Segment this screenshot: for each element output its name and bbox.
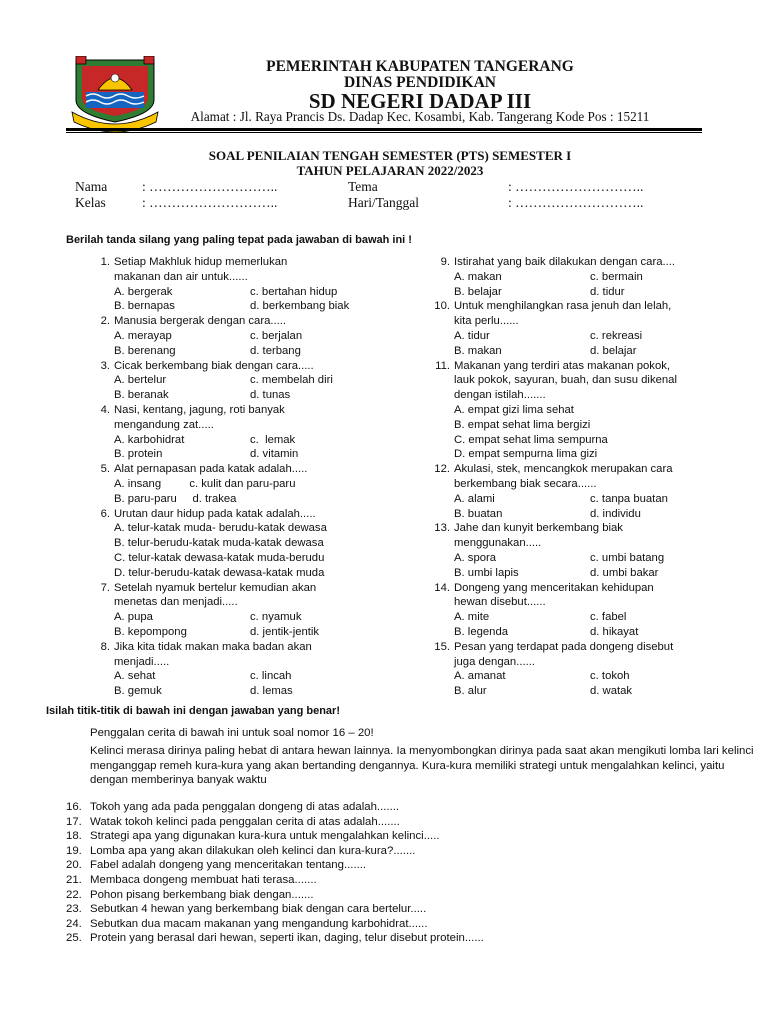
- answer-option[interactable]: A. insang c. kulit dan paru-paru: [114, 477, 296, 490]
- answer-options: [454, 270, 760, 300]
- header-school-name: SD NEGERI DADAP III: [308, 89, 532, 113]
- question-text: [454, 299, 744, 329]
- question-text: [454, 462, 744, 492]
- question-text: [114, 640, 404, 670]
- question-line: juga dengan......: [454, 655, 536, 668]
- question-item: [90, 255, 420, 314]
- question-text: [114, 403, 404, 433]
- answer-option[interactable]: A. sehat: [114, 670, 156, 683]
- answer-option[interactable]: A. telur-katak muda- berudu-katak dewasa: [114, 522, 327, 535]
- essay-question-number: 17.: [66, 815, 82, 828]
- question-item: [430, 640, 760, 699]
- passage-intro: Penggalan cerita di bawah ini untuk soal nomor 16 – 20!: [90, 727, 374, 739]
- exam-year: TAHUN PELAJARAN 2022/2023: [296, 163, 484, 178]
- question-item: [90, 359, 420, 403]
- question-item: [90, 640, 420, 699]
- kelas-label: Kelas: [75, 195, 106, 210]
- question-number: 10.: [434, 300, 450, 313]
- question-item: [90, 507, 420, 581]
- answer-option[interactable]: B. belajar: [454, 285, 502, 298]
- answer-option[interactable]: A. karbohidrat: [114, 433, 185, 446]
- question-number: 15.: [434, 640, 450, 653]
- question-line: Setelah nyamuk bertelur kemudian akan: [114, 581, 317, 594]
- question-line: Manusia bergerak dengan cara.....: [114, 315, 287, 328]
- kelas-blank-field[interactable]: : ………………………..: [142, 195, 278, 210]
- answer-option[interactable]: c. nyamuk: [250, 611, 302, 624]
- multiple-choice-left-column: [90, 255, 420, 699]
- question-number: 3.: [100, 359, 110, 372]
- answer-options: [114, 285, 420, 315]
- answer-option[interactable]: c. rekreasi: [590, 329, 643, 342]
- answer-option[interactable]: A. bergerak: [114, 285, 173, 298]
- question-item: [430, 581, 760, 640]
- question-text: [454, 359, 744, 403]
- essay-question-text: Sebutkan 4 hewan yang berkembang biak dengan cara bertelur.....: [90, 903, 427, 916]
- answer-option[interactable]: c. membelah diri: [250, 374, 333, 387]
- answer-option[interactable]: d. tidur: [590, 285, 625, 298]
- answer-options: [454, 329, 760, 359]
- answer-option[interactable]: B. makan: [454, 344, 502, 357]
- question-line: hewan disebut......: [454, 596, 546, 609]
- hari-tanggal-blank-field[interactable]: : ………………………..: [508, 195, 644, 210]
- answer-option[interactable]: B. beranak: [114, 389, 169, 402]
- question-line: mengandung zat.....: [114, 418, 214, 431]
- essay-question: [66, 917, 746, 932]
- question-number: 2.: [100, 315, 110, 328]
- question-line: berkembang biak secara......: [454, 477, 597, 490]
- question-number: 14.: [434, 581, 450, 594]
- answer-option[interactable]: D. telur-berudu-katak dewasa-katak muda: [114, 566, 325, 579]
- question-line: Dongeng yang menceritakan kehidupan: [454, 581, 654, 594]
- answer-option[interactable]: A. alami: [454, 492, 495, 505]
- answer-option[interactable]: d. berkembang biak: [250, 300, 350, 313]
- exam-title: SOAL PENILAIAN TENGAH SEMESTER (PTS) SEMESTER I: [208, 148, 572, 163]
- regency-emblem-logo: [70, 56, 160, 132]
- essay-question-number: 20.: [66, 859, 82, 872]
- answer-option[interactable]: B. buatan: [454, 507, 503, 520]
- essay-question-list: [66, 800, 746, 946]
- tema-label: Tema: [348, 179, 378, 194]
- answer-option[interactable]: A. merayap: [114, 329, 172, 342]
- answer-options: [114, 373, 420, 403]
- section2-instruction: Isilah titik-titik di bawah ini dengan jawaban yang benar!: [46, 705, 340, 717]
- essay-question: [66, 829, 746, 844]
- answer-option[interactable]: A. bertelur: [114, 374, 167, 387]
- question-item: [430, 255, 760, 299]
- question-line: Jahe dan kunyit berkembang biak: [454, 522, 623, 535]
- answer-option[interactable]: d. hikayat: [590, 625, 639, 638]
- essay-question-text: Pohon pisang berkembang biak dengan.......: [90, 888, 314, 901]
- essay-question-text: Fabel adalah dongeng yang menceritakan tentang.......: [90, 859, 367, 872]
- essay-question-text: Tokoh yang ada pada penggalan dongeng di atas adalah.......: [90, 801, 400, 813]
- answer-options: [114, 433, 420, 463]
- question-text: [454, 581, 744, 611]
- question-number: 1.: [100, 256, 110, 268]
- question-line: menggunakan.....: [454, 537, 542, 550]
- answer-option[interactable]: c. tokoh: [590, 670, 630, 683]
- question-number: 12.: [434, 463, 450, 476]
- question-line: dengan istilah.......: [454, 389, 546, 402]
- answer-option[interactable]: A. amanat: [454, 670, 506, 683]
- answer-options: [454, 492, 760, 522]
- answer-option[interactable]: A. empat gizi lima sehat: [454, 403, 574, 416]
- question-text: [114, 581, 404, 611]
- essay-question-number: 18.: [66, 830, 82, 843]
- question-line: lauk pokok, sayuran, buah, dan susu dikenal: [454, 374, 677, 387]
- essay-question: [66, 931, 746, 946]
- question-text: [454, 640, 744, 670]
- question-line: makanan dan air untuk......: [114, 270, 248, 283]
- hari-tanggal-label: Hari/Tanggal: [348, 195, 420, 210]
- question-number: 7.: [100, 581, 110, 594]
- section1-instruction: Berilah tanda silang yang paling tepat pada jawaban di bawah ini !: [66, 234, 412, 246]
- answer-option[interactable]: B. paru-paru d. trakea: [114, 492, 237, 505]
- question-item: [430, 359, 760, 463]
- question-line: Istirahat yang baik dilakukan dengan cara....: [454, 256, 676, 268]
- question-item: [90, 581, 420, 640]
- question-line: Setiap Makhluk hidup memerlukan: [114, 256, 288, 268]
- question-text: [454, 521, 744, 551]
- answer-option[interactable]: c. lemak: [250, 433, 296, 446]
- question-number: 6.: [100, 507, 110, 520]
- answer-option[interactable]: A. tidur: [454, 329, 490, 342]
- answer-option[interactable]: c. berjalan: [250, 329, 303, 342]
- question-line: Urutan daur hidup pada katak adalah.....: [114, 507, 316, 520]
- answer-options: [114, 669, 420, 699]
- answer-option[interactable]: B. kepompong: [114, 625, 187, 638]
- essay-question-number: 25.: [66, 932, 82, 945]
- answer-option[interactable]: B. alur: [454, 685, 487, 698]
- answer-option[interactable]: d. individu: [590, 507, 641, 520]
- answer-option[interactable]: d. tunas: [250, 389, 291, 402]
- essay-question: [66, 800, 746, 815]
- answer-option[interactable]: C. empat sehat lima sempurna: [454, 433, 608, 446]
- answer-option[interactable]: c. fabel: [590, 611, 627, 624]
- question-line: Pesan yang terdapat pada dongeng disebut: [454, 640, 674, 653]
- question-number: 4.: [100, 403, 110, 416]
- answer-option[interactable]: B. gemuk: [114, 685, 162, 698]
- question-number: 5.: [100, 463, 110, 476]
- question-number: 8.: [100, 640, 110, 653]
- answer-option[interactable]: d. terbang: [250, 344, 301, 357]
- essay-question: [66, 888, 746, 903]
- answer-options: [454, 669, 760, 699]
- answer-options: [114, 477, 420, 507]
- essay-question-text: Watak tokoh kelinci pada penggalan cerita di atas adalah.......: [90, 815, 400, 828]
- answer-option[interactable]: d. jentik-jentik: [250, 625, 320, 638]
- answer-option[interactable]: c. lincah: [250, 670, 292, 683]
- answer-option[interactable]: c. tanpa buatan: [590, 492, 668, 505]
- answer-options: [114, 610, 420, 640]
- essay-question-number: 19.: [66, 844, 82, 857]
- answer-option[interactable]: B. legenda: [454, 625, 509, 638]
- tema-blank-field[interactable]: : ………………………..: [508, 179, 644, 194]
- answer-options: [114, 329, 420, 359]
- header-address: Alamat : Jl. Raya Prancis Ds. Dadap Kec. Kosambi, Kab. Tangerang Kode Pos : 15211: [190, 109, 650, 124]
- answer-options: [454, 551, 760, 581]
- question-line: Nasi, kentang, jagung, roti banyak: [114, 403, 285, 416]
- question-item: [90, 462, 420, 506]
- essay-question-text: Sebutkan dua macam makanan yang mengandung karbohidrat......: [90, 917, 428, 930]
- question-line: Jika kita tidak makan maka badan akan: [114, 640, 312, 653]
- answer-option[interactable]: d. vitamin: [250, 448, 299, 461]
- answer-option[interactable]: A. makan: [454, 270, 502, 283]
- answer-option[interactable]: d. lemas: [250, 685, 293, 698]
- essay-question-text: Strategi apa yang digunakan kura-kura untuk mengalahkan kelinci.....: [90, 830, 440, 843]
- question-text: [114, 255, 404, 285]
- question-item: [430, 462, 760, 521]
- question-text: [114, 462, 404, 477]
- essay-question-number: 22.: [66, 888, 82, 901]
- question-line: Alat pernapasan pada katak adalah.....: [114, 463, 308, 476]
- answer-option[interactable]: d. watak: [590, 685, 633, 698]
- header-government-line: PEMERINTAH KABUPATEN TANGERANG: [266, 58, 574, 75]
- answer-option[interactable]: c. bermain: [590, 270, 643, 283]
- multiple-choice-right-column: [430, 255, 760, 699]
- answer-option[interactable]: c. bertahan hidup: [250, 285, 338, 298]
- nama-label: Nama: [75, 179, 108, 194]
- essay-question-number: 24.: [66, 917, 82, 930]
- question-number: 9.: [440, 256, 450, 268]
- essay-question-text: Lomba apa yang akan dilakukan oleh kelinci dan kura-kura?.......: [90, 844, 416, 857]
- answer-option[interactable]: c. umbi batang: [590, 551, 665, 564]
- answer-options: [114, 521, 420, 580]
- question-text: [454, 255, 744, 270]
- question-line: menetas dan menjadi.....: [114, 596, 238, 609]
- nama-blank-field[interactable]: : ………………………..: [142, 179, 278, 194]
- question-line: Cicak berkembang biak dengan cara.....: [114, 359, 314, 372]
- answer-options: [454, 610, 760, 640]
- question-line: menjadi.....: [114, 655, 170, 668]
- question-text: [114, 314, 404, 329]
- essay-question: [66, 873, 746, 888]
- question-text: [114, 507, 404, 522]
- essay-question: [66, 844, 746, 859]
- essay-question-text: Membaca dongeng membuat hati terasa.......: [90, 873, 317, 886]
- answer-option[interactable]: A. spora: [454, 551, 497, 564]
- answer-option[interactable]: B. bernapas: [114, 300, 175, 313]
- essay-question-number: 16.: [66, 801, 82, 813]
- answer-option[interactable]: B. umbi lapis: [454, 566, 519, 579]
- answer-options: [454, 403, 760, 462]
- answer-option[interactable]: A. mite: [454, 611, 490, 624]
- answer-option[interactable]: A. pupa: [114, 611, 153, 624]
- question-line: kita perlu......: [454, 315, 519, 328]
- question-number: 13.: [434, 522, 450, 535]
- question-line: Untuk menghilangkan rasa jenuh dan lelah,: [454, 300, 672, 313]
- question-line: Makanan yang terdiri atas makanan pokok,: [454, 359, 671, 372]
- header-divider-thick: [66, 128, 702, 131]
- answer-option[interactable]: d. umbi bakar: [590, 566, 659, 579]
- header-department-line: DINAS PENDIDIKAN: [343, 74, 496, 91]
- essay-question-number: 21.: [66, 873, 82, 886]
- question-item: [90, 403, 420, 462]
- question-line: Akulasi, stek, mencangkok merupakan cara: [454, 463, 673, 476]
- answer-option[interactable]: B. telur-berudu-katak muda-katak dewasa: [114, 537, 324, 550]
- story-passage: [90, 726, 760, 788]
- answer-option[interactable]: d. belajar: [590, 344, 637, 357]
- essay-question-text: Protein yang berasal dari hewan, seperti ikan, daging, telur disebut protein......: [90, 932, 484, 945]
- answer-option[interactable]: C. telur-katak dewasa-katak muda-berudu: [114, 551, 325, 564]
- header-divider-thin: [66, 132, 702, 133]
- question-number: 11.: [435, 359, 450, 372]
- question-item: [430, 521, 760, 580]
- answer-option[interactable]: B. empat sehat lima bergizi: [454, 418, 591, 431]
- essay-question-number: 23.: [66, 903, 82, 916]
- question-item: [430, 299, 760, 358]
- question-text: [114, 359, 404, 374]
- question-item: [90, 314, 420, 358]
- answer-option[interactable]: D. empat sempurna lima gizi: [454, 448, 598, 461]
- essay-question: [66, 902, 746, 917]
- answer-option[interactable]: B. berenang: [114, 344, 176, 357]
- essay-question: [66, 815, 746, 830]
- answer-option[interactable]: B. protein: [114, 448, 163, 461]
- passage-text: Kelinci merasa dirinya paling hebat di antara hewan lainnya. Ia menyombongkan dirinya pada saat akan mengikuti lomba lari kelinci menganggap remeh kura-kura yang akan bertanding dengannya. Kura-kura memiliki strategi untuk mengalahkan kelinci, yaitu dengan memberinya banyak waktu: [90, 744, 754, 787]
- essay-question: [66, 858, 746, 873]
